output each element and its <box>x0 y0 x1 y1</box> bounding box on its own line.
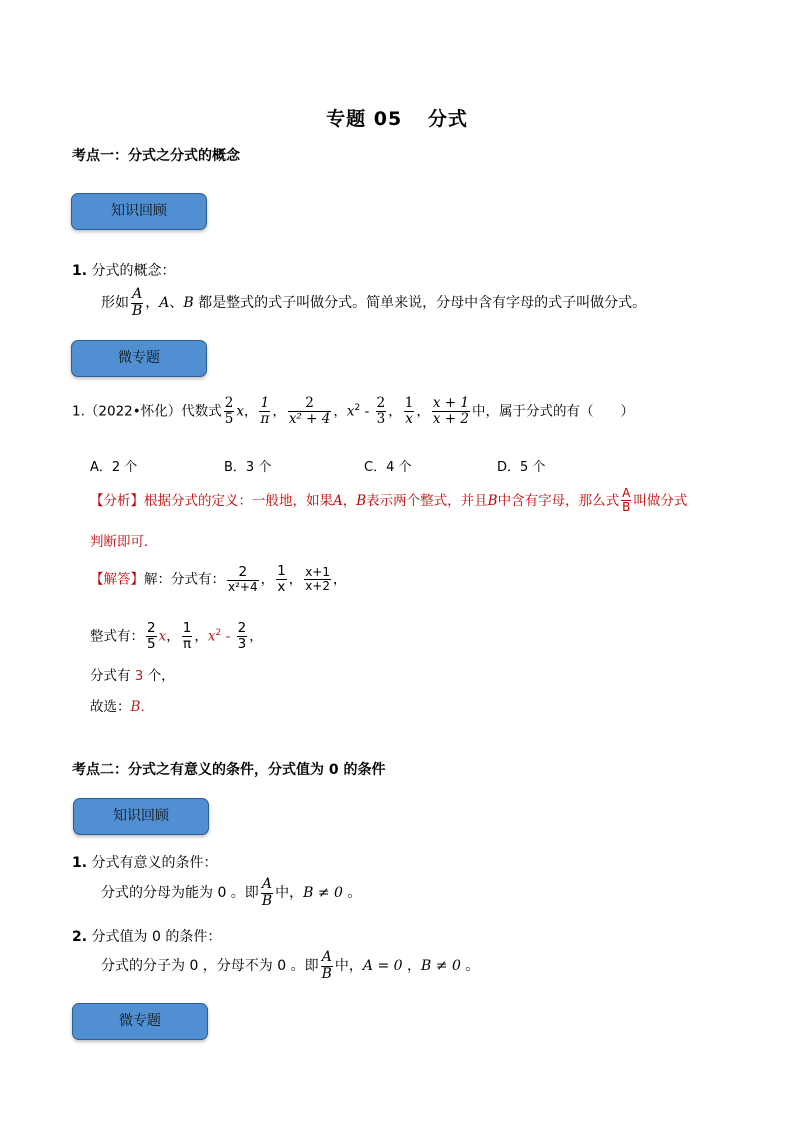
expression: B ≠ 0 <box>421 958 461 975</box>
minus-sign: - <box>221 628 235 645</box>
condition-text: 中， <box>275 885 304 902</box>
fraction-a-over-b <box>321 950 333 982</box>
expr-2-over-x2-plus-4 <box>288 396 332 427</box>
title-number: 05 <box>373 108 403 130</box>
item-text: 分式有意义的条件： <box>91 855 218 871</box>
answer-frac-3 <box>304 566 331 594</box>
var-a: A <box>159 295 170 312</box>
expr-x-plus-1-over-x-plus-2 <box>432 396 470 427</box>
numerator: 2 <box>237 620 247 636</box>
numerator: A <box>261 876 273 892</box>
condition-text: 分式的分母为能为 0 。即 <box>101 885 259 902</box>
analysis-text: 中含有字母，那么式 <box>497 492 620 509</box>
knowledge-review-button[interactable]: 知识回顾 <box>71 193 207 230</box>
denominator: B <box>622 500 631 515</box>
integral-label: 整式有： <box>90 628 144 645</box>
analysis-line-2: 判断即可． <box>90 534 158 550</box>
fraction-a-over-b <box>131 287 143 319</box>
comma: ， <box>145 295 160 312</box>
final-choice <box>90 695 154 715</box>
denominator: 3 <box>376 411 386 428</box>
numerator: A <box>622 486 631 500</box>
denominator: 5 <box>224 411 234 428</box>
comma: ， <box>333 571 347 588</box>
variable-x: x <box>158 628 167 645</box>
minus-sign: - <box>360 403 374 420</box>
comma: ， <box>342 492 357 509</box>
denominator: π <box>182 636 192 653</box>
concept-item <box>72 260 176 280</box>
question-source: （2022•怀化）代数式 <box>84 403 222 420</box>
concept-item-text: 分式的概念： <box>91 263 176 279</box>
exponent: 2 <box>215 628 222 639</box>
concept-prefix: 形如 <box>101 295 129 312</box>
var-a: A <box>333 492 343 509</box>
item-text: 分式值为 0 的条件： <box>91 929 222 945</box>
title-topic: 专题 <box>326 108 367 130</box>
answer: 【解答】解：分式有： $\frac{2}{\text{x²+4}}$ ， $\frac{1}{x}$ ， $\frac{x+1}{x+2}$ ， <box>90 563 347 596</box>
item-number: 1. <box>72 855 88 871</box>
knowledge-review-button-2[interactable]: 知识回顾 <box>73 798 209 835</box>
denominator: x²+4 <box>228 579 258 594</box>
analysis-text: 根据分式的定义：一般地，如果 <box>144 492 333 509</box>
analysis-tag: 【分析】 <box>90 492 144 509</box>
zero-value-item <box>72 926 221 946</box>
condition-text: 中， <box>334 958 363 975</box>
expr-2-over-3 <box>376 396 387 427</box>
numerator: 2 <box>288 396 332 412</box>
numerator: A <box>321 949 332 965</box>
denominator: x+2 <box>305 579 330 594</box>
analysis-text: 表示两个整式，并且 <box>366 492 488 509</box>
variable-x: x <box>236 403 244 420</box>
meaning-condition-item <box>72 852 218 872</box>
fraction-a-over-b <box>261 877 273 909</box>
var-b: B <box>183 295 194 312</box>
expr-1-over-pi <box>259 396 270 427</box>
denominator: x <box>405 411 413 428</box>
choice-a: A．2 个 <box>90 460 138 475</box>
period: 。 <box>342 885 362 902</box>
denominator: x + 2 <box>432 411 469 428</box>
denominator: 5 <box>147 636 156 653</box>
condition-text: 分式的分子为 0 ，分母不为 0 。即 <box>101 958 319 975</box>
numerator: 2 <box>376 395 386 411</box>
question-tail: 中，属于分式的有（ ） <box>471 403 634 420</box>
choice-d: D．5 个 <box>497 460 546 475</box>
denominator: x <box>277 579 286 596</box>
choice-b: B．3 个 <box>224 460 272 475</box>
answer-frac-2 <box>276 564 287 595</box>
answer-text: 解：分式有： <box>144 571 225 588</box>
question-1: 1.（2022•怀化）代数式 $\frac{2}{5}$ x， $\frac{1}{\pi}$ ， $\frac{2}{\text{x² + 4}}$ ，$x^2$ - $\frac{2}{3}$ ， $\frac{1}{x}$ ， $\frac{x + 1}{x + 2}$ 中，属于分式的有（ ） <box>72 395 634 428</box>
fraction-denominator: B <box>132 302 143 319</box>
separator: 、 <box>169 295 184 312</box>
meaning-condition <box>101 877 361 909</box>
numerator: 1 <box>182 620 192 636</box>
choose-text: 故选： <box>90 699 131 715</box>
choose-value: B． <box>130 699 154 715</box>
numerator: 2 <box>147 620 156 636</box>
page-title <box>0 104 794 131</box>
count-unit: 个， <box>147 668 175 684</box>
numerator: x+1 <box>305 564 330 579</box>
var-b: B <box>356 492 367 509</box>
micro-topic-button-2[interactable]: 微专题 <box>72 1003 208 1040</box>
count-text: 分式有 <box>90 668 131 684</box>
choice-c: C．4 个 <box>364 460 412 475</box>
variable-x: x <box>346 403 355 420</box>
numerator: 1 <box>260 395 270 411</box>
variable-x: x <box>207 628 216 645</box>
answer-tag: 【解答】 <box>90 571 144 588</box>
int-frac-2-5 <box>146 621 157 652</box>
fraction-count <box>90 664 175 684</box>
comma: ， <box>402 958 422 975</box>
numerator: 1 <box>277 563 286 579</box>
integral-expressions: 整式有： $\frac{2}{5}$ x， $\frac{1}{\pi}$ ，$x^2$ - $\frac{2}{3}$ ， <box>90 620 263 653</box>
expression: A = 0 <box>362 958 403 975</box>
answer-frac-1 <box>227 565 259 595</box>
section2-heading: 考点二：分式之有意义的条件，分式值为 0 的条件 <box>72 762 386 778</box>
count-number: 3 <box>134 668 144 684</box>
period: 。 <box>460 958 480 975</box>
question-number: 1. <box>72 403 85 420</box>
micro-topic-button[interactable]: 微专题 <box>71 340 207 377</box>
expression: B ≠ 0 <box>303 885 343 902</box>
var-b: B <box>487 492 498 509</box>
analysis <box>90 487 687 515</box>
denominator: x² + 4 <box>288 411 331 428</box>
concept-definition <box>101 287 646 319</box>
numerator: 2 <box>227 565 259 581</box>
concept-item-number: 1. <box>72 263 88 279</box>
numerator: 2 <box>224 395 234 411</box>
analysis-text: 叫做分式 <box>633 492 688 509</box>
expr-2-over-5 <box>224 396 235 427</box>
denominator: 3 <box>237 636 247 653</box>
fraction-a-over-b <box>621 487 631 515</box>
denominator: π <box>260 411 270 428</box>
section1-heading: 考点一：分式之分式的概念 <box>72 148 240 164</box>
item-number: 2. <box>72 929 88 945</box>
zero-value-condition <box>101 950 479 982</box>
numerator: x + 1 <box>432 395 469 411</box>
int-frac-1-pi <box>182 621 193 652</box>
title-subject: 分式 <box>427 108 468 130</box>
numerator: 1 <box>404 395 414 411</box>
denominator: B <box>321 965 332 982</box>
expr-1-over-x <box>404 396 415 427</box>
denominator: B <box>261 892 273 909</box>
exponent: 2 <box>354 403 361 414</box>
concept-rest: 都是整式的式子叫做分式。简单来说，分母中含有字母的式子叫做分式。 <box>198 295 647 312</box>
int-frac-2-3 <box>237 621 248 652</box>
fraction-numerator: A <box>132 286 143 302</box>
